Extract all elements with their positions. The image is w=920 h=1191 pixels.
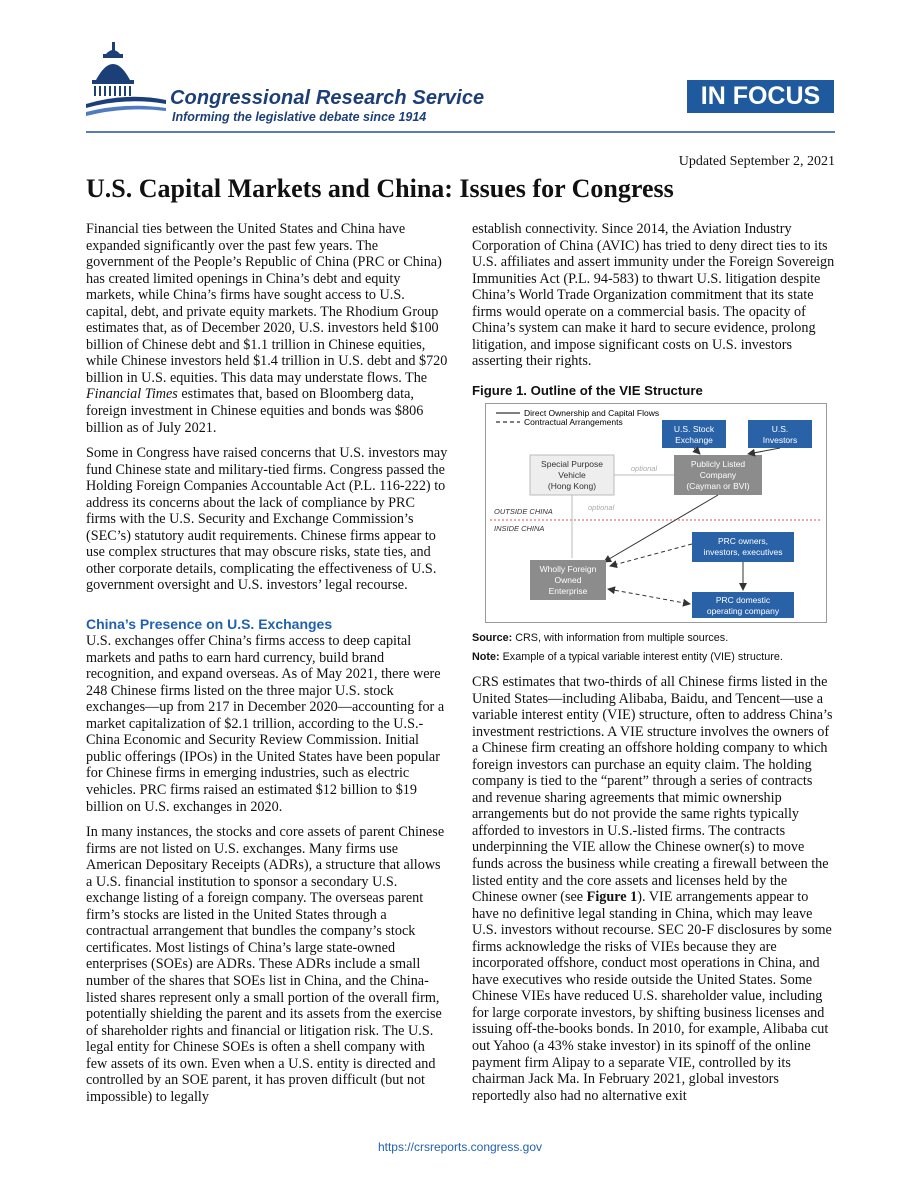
prc-domestic-line1: PRC domestic <box>715 595 771 605</box>
vie-diagram <box>485 403 827 623</box>
listed-company-line3: (Cayman or BVI) <box>686 481 750 491</box>
left-column <box>86 221 448 1114</box>
optional-label-1: optional <box>630 464 658 473</box>
legend-direct: Direct Ownership and Capital Flows <box>524 408 660 418</box>
spv-line2: Vehicle <box>558 470 586 480</box>
us-investors-line1: U.S. <box>771 424 789 434</box>
listed-company-line2: Company <box>699 470 737 480</box>
arrow-owners-to-wfoe <box>610 544 692 566</box>
figure-title: Figure 1. Outline of the VIE Structure <box>472 383 703 398</box>
header-divider <box>86 131 835 133</box>
footer-url[interactable]: https://crsreports.congress.gov <box>377 1140 543 1154</box>
right-column-top <box>472 221 835 379</box>
capitol-dome-logo-icon <box>86 40 168 122</box>
continued-paragraph: establish connectivity. Since 2014, the Aviation Industry Corporation of China (AVIC) has tried to deny direct ties to its U.S. affiliates and assert immunity under the Foreign Sovereign Immunities Act (P.L. 94-583) to thwart U.S. litigation despite China’s World Trade Organization commitment that its state firms would operate on a commercial basis. The opacity of China’s system can make it hard to secure evidence, prolong litigation, and impose significant costs on U.S. investors asserting their rights. <box>472 221 835 370</box>
figure-source: Source: CRS, with information from multiple sources. <box>472 632 729 644</box>
arrow-investors-to-company <box>748 448 780 454</box>
prc-owners-line1: PRC owners, <box>717 536 769 546</box>
vie-paragraph: CRS estimates that two-thirds of all Chinese firms listed in the United States—including Alibaba, Baidu, and Tencent—use a variable interest entity (VIE) structure, often to address China’s investment restrictions. A VIE structure involves the owners of a Chinese firm creating an offshore holding company to which foreign investors can purchase an equity claim. The holding company is tied to the “parent” through a series of contracts and revenue sharing agreements that mimic ownership arrangements but do not provide the same rights typically afforded to investors in U.S.-listed firms. The contracts underpinning the VIE allow the Chinese owner(s) to move funds across the business while creating a firewall between the listed entity and the core assets and licenses held by the Chinese owner (see Figure 1). VIE arrangements appear to have no definitive legal standing in China, which may leave U.S. investors without recourse. SEC 20-F disclosures by some firms acknowledge the risks of VIEs because they are incorporated offshore, conduct most operations in China, and have executives who reside outside the United States. Some Chinese VIEs have reduced U.S. shareholder value, including for large corporate investors, by shifting business licenses and issuing off-the-books bonds. In 2010, for example, Alibaba cut out Yahoo (a 43% stake investor) in its spinoff of the online payment firm Alipay to a separate VIE, controlled by its chairman Jack Ma. In February 2021, global investors reportedly also had no alternative exit <box>472 674 833 1104</box>
arrow-wfoe-domestic <box>608 589 690 604</box>
section-heading: China’s Presence on U.S. Exchanges <box>86 616 333 633</box>
wfoe-line2: Owned <box>554 575 582 585</box>
listed-company-line1: Publicly Listed <box>690 459 746 469</box>
page-title: U.S. Capital Markets and China: Issues for Congress <box>86 174 674 203</box>
inside-china-label: INSIDE CHINA <box>494 524 545 533</box>
intro-paragraph-2: Some in Congress have raised concerns that U.S. investors may fund Chinese state and military-tied firms. Congress passed the Holding Foreign Companies Accountable Act (P.L. 116-222) to address its concerns about the lack of compliance by PRC firms with the U.S. Security and Exchange Commission’s (SEC’s) statutory audit requirements. Chinese firms appear to use complex structures that may obscure risks, state ties, and other corporate details, complicating the effectiveness of U.S. government oversight and U.S. investors’ legal recourse. <box>86 445 448 594</box>
us-stock-exchange-line2: Exchange <box>675 435 713 445</box>
wfoe-line1: Wholly Foreign <box>539 564 597 574</box>
right-column-bottom <box>472 674 835 1113</box>
us-investors-line2: Investors <box>762 435 798 445</box>
wfoe-line3: Enterprise <box>548 586 588 596</box>
updated-date: Updated September 2, 2021 <box>678 154 835 169</box>
section-paragraph-2: In many instances, the stocks and core assets of parent Chinese firms are not listed on U.S. exchanges. Many firms use American Depositary Receipts (ADRs), a structure that allows a U.S. financial institution to sponsor a secondary U.S. exchange listing of a foreign company. The overseas parent firm’s stocks are listed in the United States through a contractual arrangement that bundles the company’s stock certificates. Most listings of China’s large state-owned enterprises (SOEs) are ADRs. These ADRs include a small number of the shares that SOEs list in China, and the China-listed shares represent only a small portion of the overall firm, potentially shielding the parent and its assets from the exercise of shareholder rights and financial or litigation risk. The U.S. legal entity for Chinese SOEs is often a shell company with few assets of its own. Even when a U.S. entity is directed and controlled by an SOE parent, it has proven difficult (but not impossible) to legally <box>86 824 445 1105</box>
org-name: Congressional Research Service <box>170 87 485 109</box>
prc-domestic-line2: operating company <box>706 606 780 616</box>
optional-label-2: optional <box>588 503 615 512</box>
outside-china-label: OUTSIDE CHINA <box>494 507 553 516</box>
us-stock-exchange-line1: U.S. Stock <box>673 424 715 434</box>
legend-contract: Contractual Arrangements <box>524 417 623 427</box>
spv-line1: Special Purpose <box>541 459 603 469</box>
prc-owners-line2: investors, executives <box>703 547 783 557</box>
spv-line3: (Hong Kong) <box>547 481 597 491</box>
section-paragraph-1: U.S. exchanges offer China’s firms access to deep capital markets and paths to earn hard currency, build brand recognition, and expand overseas. As of May 2021, there were 248 Chinese firms listed on the three major U.S. stock exchanges—up from 217 in December 2020—accounting for a market capitalization of $2.1 trillion, according to the U.S.-China Economic and Security Review Commission. Initial public offerings (IPOs) in the United States have been popular for Chinese firms in emerging industries, such as electric vehicles. PRC firms raised an estimated $12 billion to $19 billion on U.S. exchanges in 2020. <box>86 633 445 815</box>
arrow-exchange-to-company <box>694 448 700 454</box>
figure-note: Note: Example of a typical variable interest entity (VIE) structure. <box>472 651 783 663</box>
intro-paragraph-1: Financial ties between the United States and China have expanded significantly over the past few years. The government of the People’s Republic of China (PRC or China) has created limited openings in China’s debt and equity markets, while China’s firms have sought access to U.S. capital, debt, and private equity markets. The Rhodium Group estimates that, as of December 2020, U.S. investors held $100 billion of Chinese debt and $1.1 trillion in Chinese equities, while Chinese investors held $1.4 trillion in U.S. debt and $720 billion in U.S. equities. This data may understate flows. The Financial Times estimates that, based on Bloomberg data, foreign investment in Chinese equities and bonds was $806 billion as of July 2021. <box>86 221 448 436</box>
in-focus-badge: IN FOCUS <box>687 80 834 113</box>
org-tagline: Informing the legislative debate since 1914 <box>172 110 427 124</box>
